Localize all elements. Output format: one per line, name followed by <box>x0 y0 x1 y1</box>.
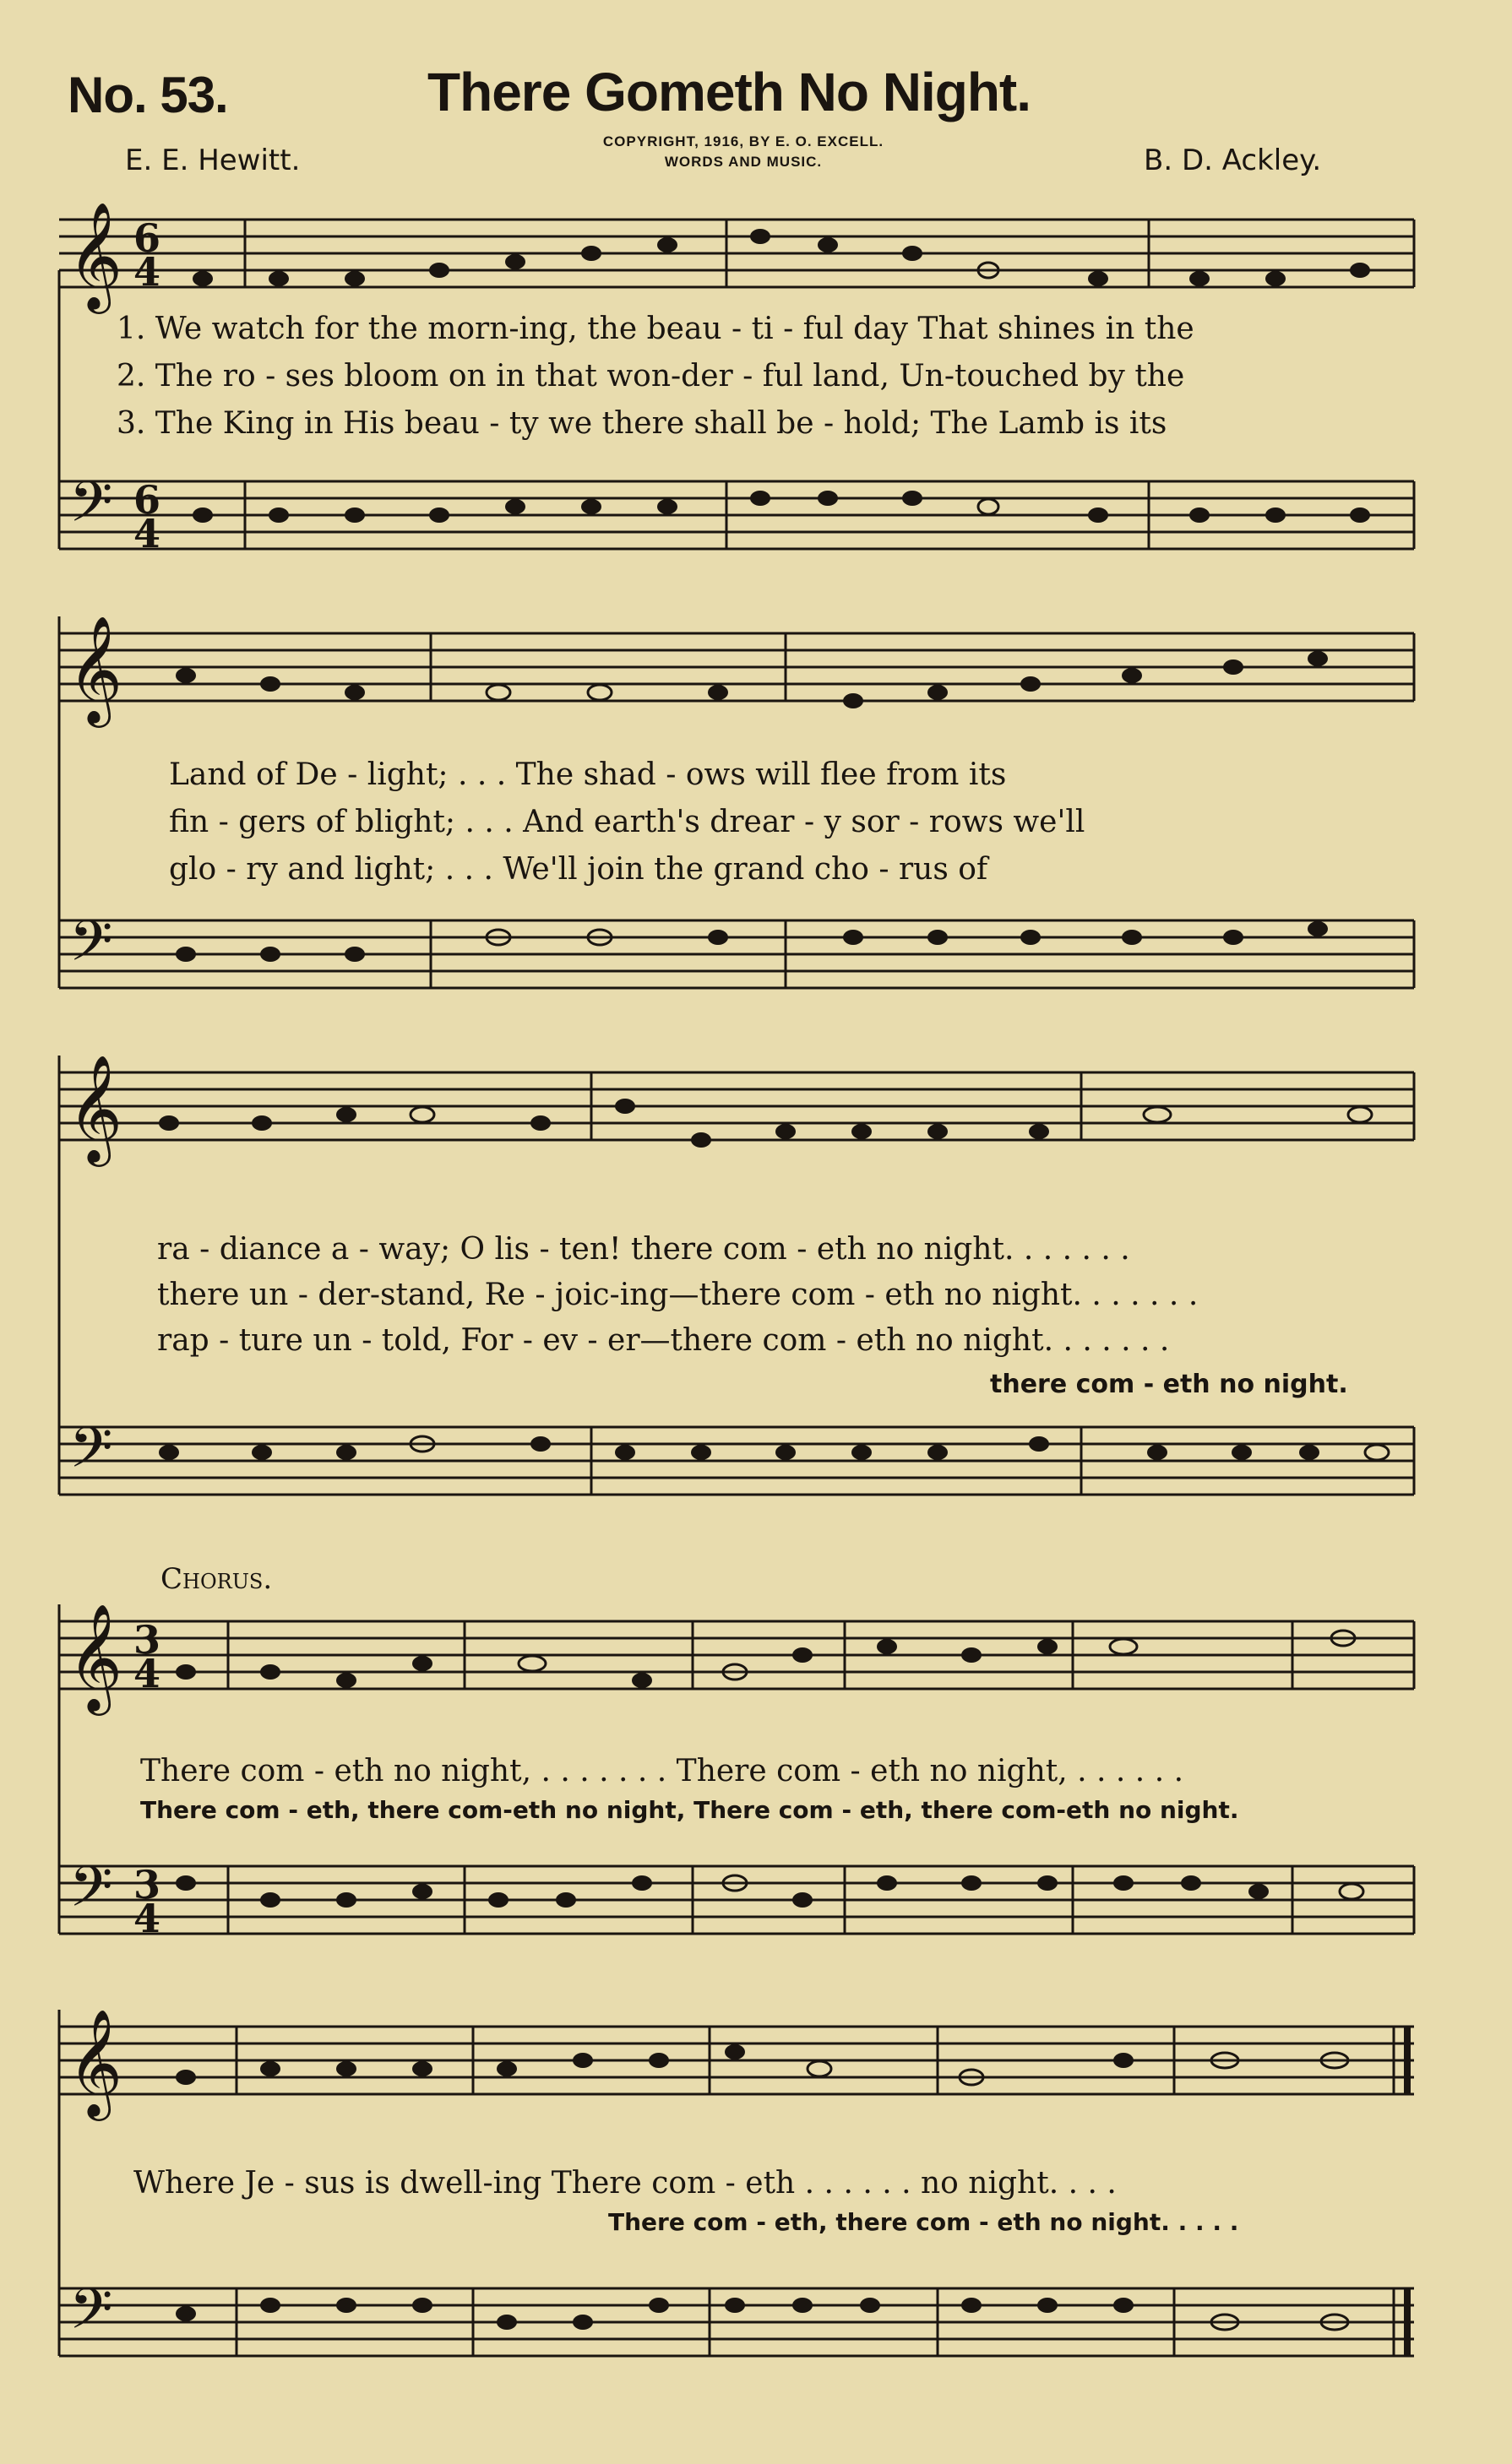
svg-text:4: 4 <box>133 1651 161 1696</box>
system-3 <box>59 1056 1414 1528</box>
bass-staff-4 <box>59 1849 1414 1967</box>
system-1 <box>59 186 1414 583</box>
verse-2-line: fin - gers of blight; . . . And earth's drear - y sor - rows we'll <box>169 805 1085 839</box>
svg-text:𝄞: 𝄞 <box>68 1603 123 1711</box>
svg-text:𝄢: 𝄢 <box>69 2277 113 2355</box>
treble-staff-2 <box>59 616 1414 735</box>
svg-text:𝄢: 𝄢 <box>69 1415 113 1494</box>
author: E. E. Hewitt. <box>125 144 301 177</box>
svg-text:3: 3 <box>133 1862 161 1908</box>
copyright-line-1: COPYRIGHT, 1916, BY E. O. EXCELL. <box>602 133 884 149</box>
verse-2-line: there un - der-stand, Re - joic-ing—there com - eth no night. . . . . . . <box>157 1278 1199 1312</box>
bass-staff-3 <box>59 1410 1414 1528</box>
verse-3-line: rap - ture un - told, For - ev - er—there com - eth no night. . . . . . . <box>157 1323 1170 1358</box>
verse-1-line: 1. We watch for the morn-ing, the beau - ti - ful day That shines in the <box>117 312 1194 346</box>
composer: B. D. Ackley. <box>1144 144 1322 177</box>
verse-2-line: 2. The ro - ses bloom on in that won-der - ful land, Un-touched by the <box>117 359 1185 393</box>
svg-text:6: 6 <box>133 477 161 523</box>
svg-text:𝄞: 𝄞 <box>68 615 123 723</box>
copyright-notice <box>524 132 963 172</box>
treble-staff-4 <box>59 1604 1414 1723</box>
verse-3-line: 3. The King in His beau - ty we there shall be - hold; The Lamb is its <box>117 406 1167 441</box>
copyright-line-2: WORDS AND MUSIC. <box>664 154 823 170</box>
svg-text:𝄢: 𝄢 <box>69 909 113 987</box>
treble-staff-1 <box>59 203 1414 321</box>
bass-echo-line: there com - eth no night. <box>990 1370 1348 1399</box>
verse-1-line: ra - diance a - way; O lis - ten! there com - eth no night. . . . . . . <box>157 1232 1130 1267</box>
chorus-line-2-bass: There com - eth, there com - eth no night. . . . . <box>608 2208 1239 2236</box>
bass-staff-1 <box>59 464 1414 583</box>
chorus-system-2 <box>59 2001 1414 2423</box>
svg-text:𝄢: 𝄢 <box>69 1854 113 1933</box>
treble-staff-5 <box>59 2010 1414 2128</box>
chorus-line-2: Where Je - sus is dwell-ing There com - eth . . . . . . no night. . . . <box>133 2166 1117 2201</box>
system-2 <box>59 616 1414 1022</box>
svg-text:𝄞: 𝄞 <box>68 201 123 309</box>
svg-text:4: 4 <box>133 511 161 556</box>
svg-text:𝄞: 𝄞 <box>68 2008 123 2116</box>
svg-text:6: 6 <box>133 215 161 261</box>
svg-text:3: 3 <box>133 1617 161 1663</box>
svg-text:4: 4 <box>133 249 161 295</box>
svg-text:𝄢: 𝄢 <box>69 469 113 548</box>
chorus-line-1-bass: There com - eth, there com-eth no night, There com - eth, there com-eth no night. <box>140 1796 1239 1824</box>
hymn-number: No. 53. <box>68 67 228 123</box>
verse-3-line: glo - ry and light; . . . We'll join the grand cho - rus of <box>169 852 988 887</box>
chorus-line-1: There com - eth no night, . . . . . . . There com - eth no night, . . . . . . <box>140 1754 1184 1788</box>
chorus-system-1 <box>59 1562 1414 1967</box>
svg-text:𝄞: 𝄞 <box>68 1054 123 1162</box>
verse-1-line: Land of De - light; . . . The shad - ows will flee from its <box>169 757 1007 792</box>
svg-text:4: 4 <box>133 1896 161 1941</box>
treble-staff-3 <box>59 1056 1414 1174</box>
bass-staff-2 <box>59 904 1414 1022</box>
chorus-label: Chorus. <box>160 1562 273 1596</box>
hymn-title: There Gometh No Night. <box>427 62 1031 122</box>
bass-staff-5 <box>59 2271 1414 2390</box>
